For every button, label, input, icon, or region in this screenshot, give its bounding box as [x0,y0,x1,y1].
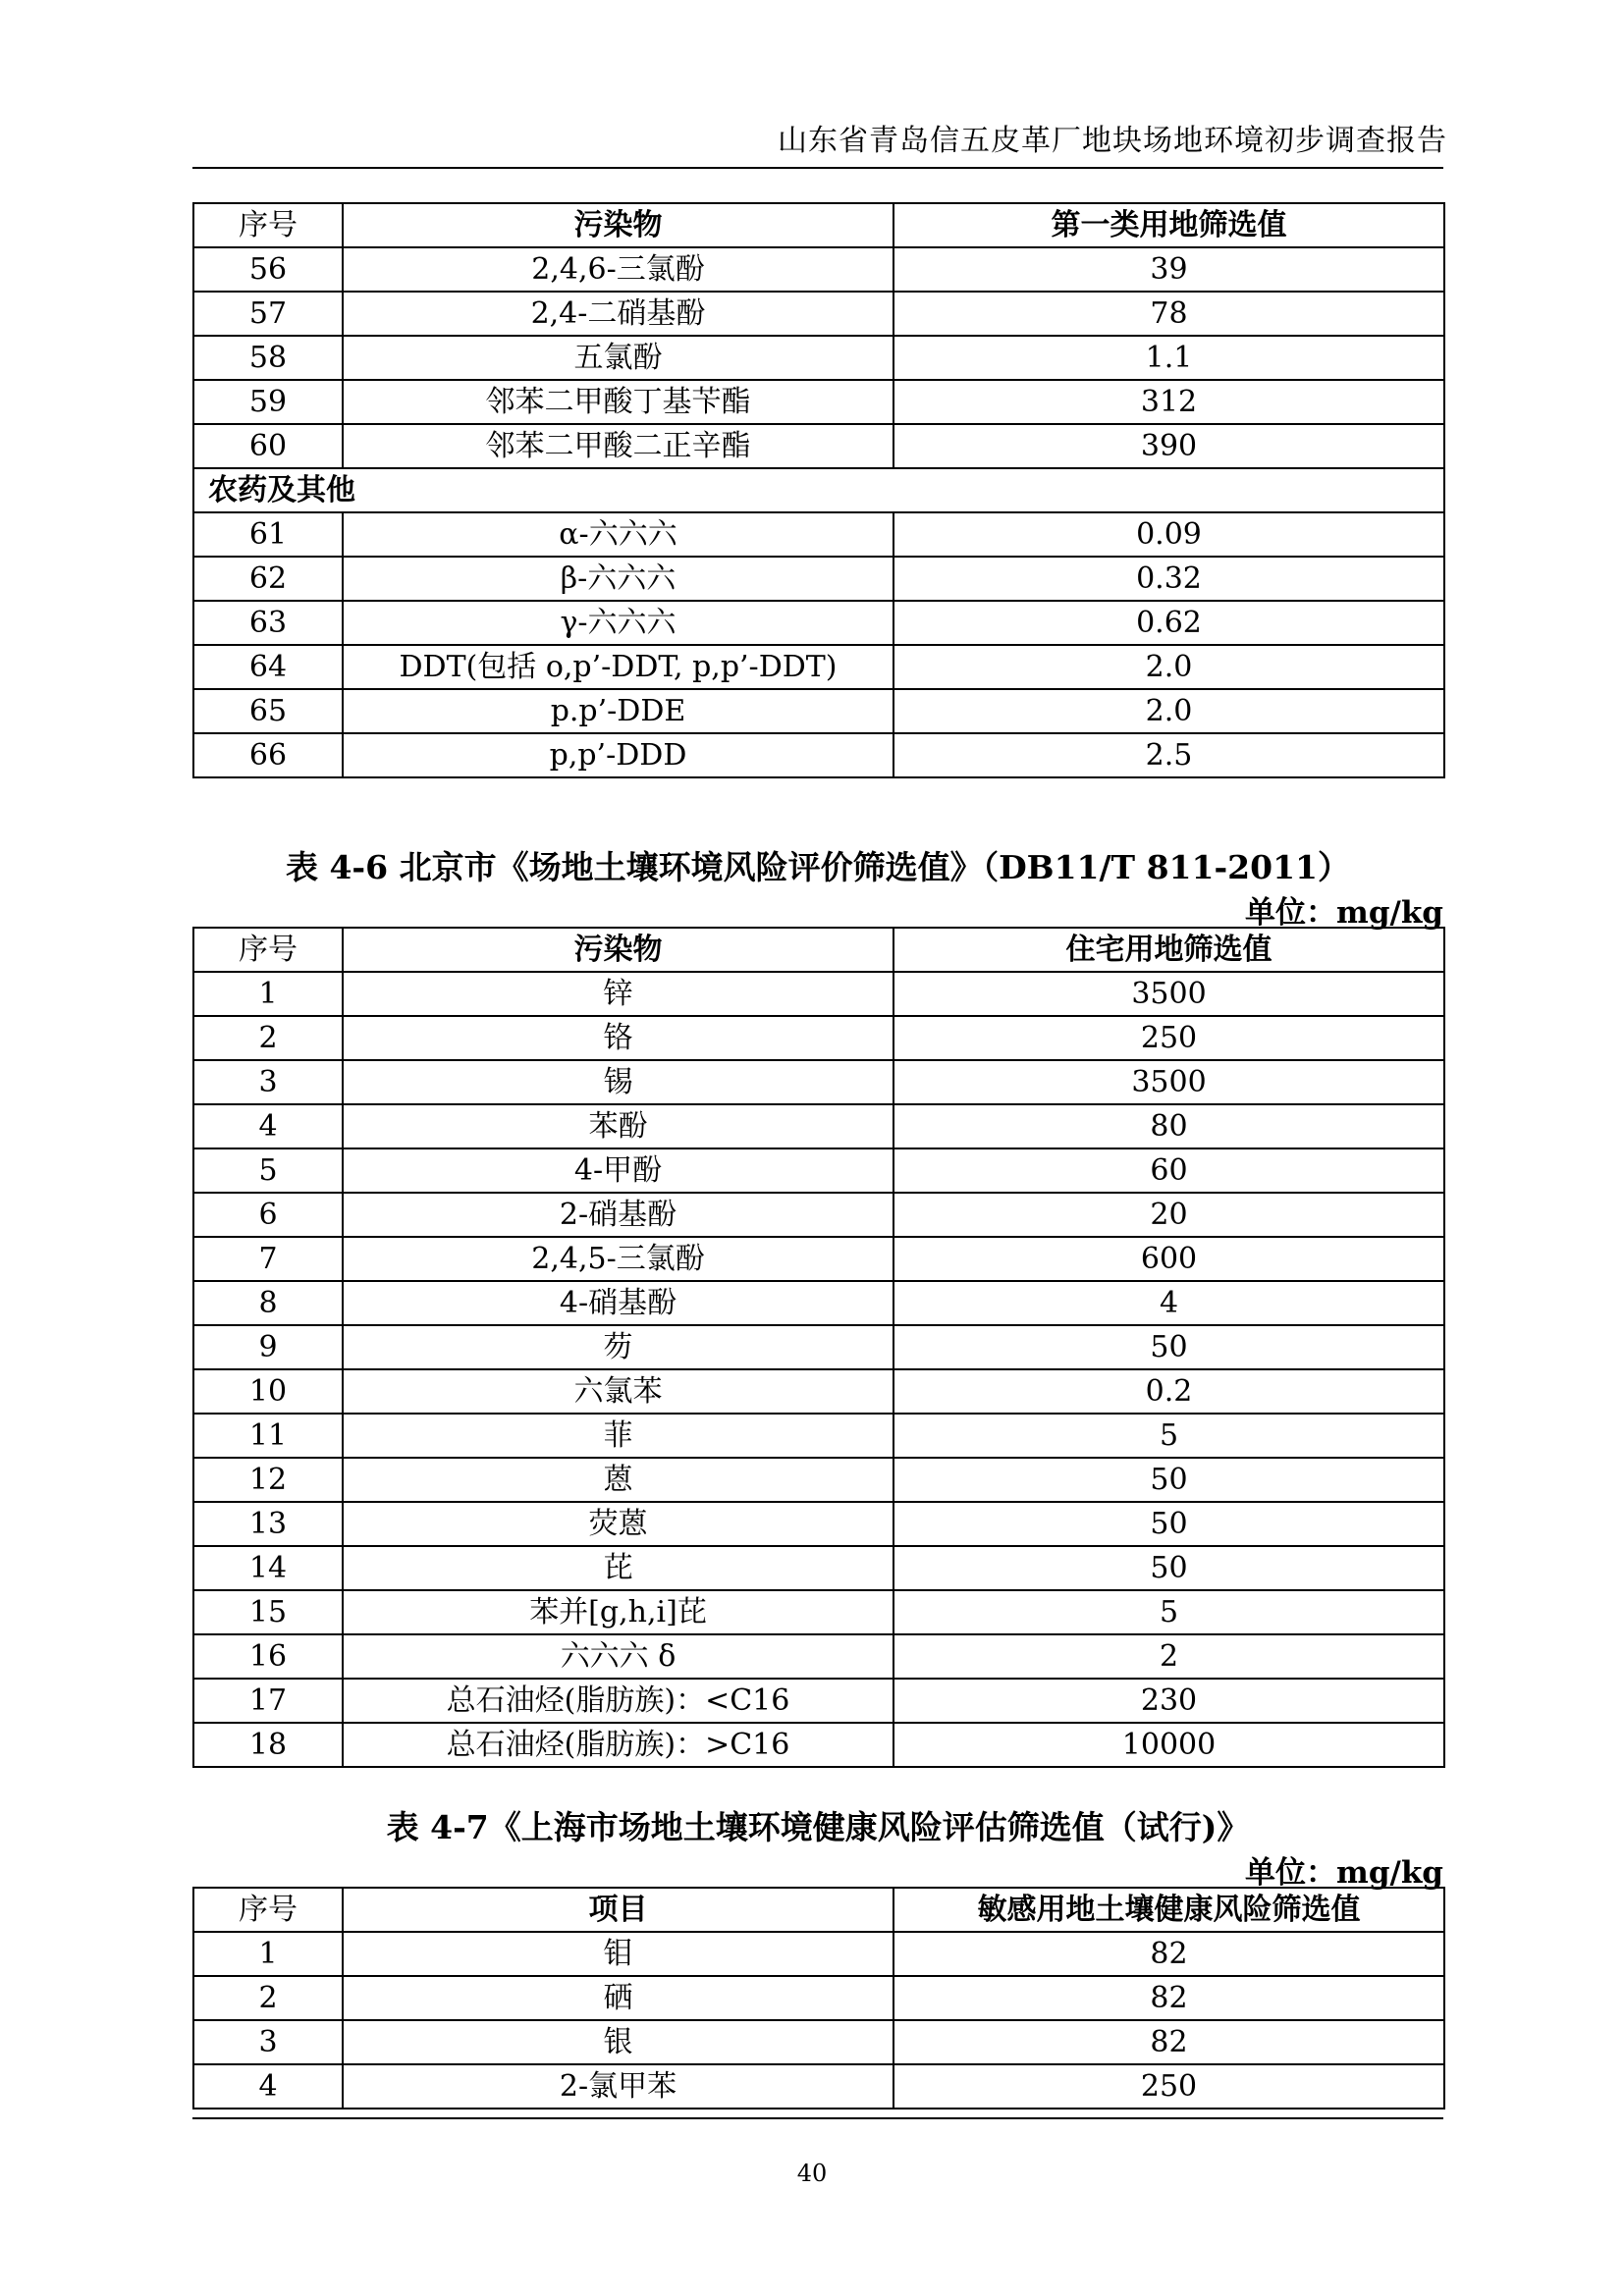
cell-pollutant: 苯酚 [343,1104,893,1148]
cell-pollutant: 2,4,5-三氯酚 [343,1237,893,1281]
cell-value: 39 [893,247,1444,292]
cell-value: 50 [893,1502,1444,1546]
cell-index: 11 [193,1414,343,1458]
cell-index: 58 [193,336,343,380]
table-row [193,972,1444,1016]
cell-pollutant: 总石油烃(脂肪族)：<C16 [343,1679,893,1723]
table-row [193,1546,1444,1590]
cell-pollutant: p.p’-DDE [343,689,893,733]
table-row [193,601,1444,645]
cell-pollutant: 总石油烃(脂肪族)：>C16 [343,1723,893,1767]
page-number: 40 [796,2160,828,2187]
table-row [193,1976,1444,2020]
cell-pollutant: 蒽 [343,1458,893,1502]
cell-index: 6 [193,1193,343,1237]
cell-pollutant: 钼 [343,1932,893,1976]
table-row [193,1502,1444,1546]
table2-unit: 单位：mg/kg [1245,895,1443,931]
cell-value: 5 [893,1590,1444,1634]
table-row [193,2064,1444,2109]
col-header-index: 序号 [193,928,343,972]
cell-index: 16 [193,1634,343,1679]
col-header-index: 序号 [193,203,343,247]
cell-pollutant: 菲 [343,1414,893,1458]
table-row [193,1325,1444,1369]
table-row [193,1237,1444,1281]
table-header-row [193,928,1444,972]
cell-index: 10 [193,1369,343,1414]
cell-index: 66 [193,733,343,777]
cell-index: 1 [193,1932,343,1976]
cell-value: 3500 [893,1060,1444,1104]
cell-index: 64 [193,645,343,689]
footer-rule [192,2117,1443,2119]
table2-caption: 表 4-6 北京市《场地土壤环境风险评价筛选值》（DB11/T 811-2011） [285,848,1351,886]
table-row [193,1104,1444,1148]
col-header-value: 住宅用地筛选值 [893,928,1444,972]
cell-pollutant: 荧蒽 [343,1502,893,1546]
cell-value: 50 [893,1458,1444,1502]
cell-value: 82 [893,1976,1444,2020]
cell-pollutant: 六氯苯 [343,1369,893,1414]
cell-pollutant: 芴 [343,1325,893,1369]
col-header-value: 第一类用地筛选值 [893,203,1444,247]
col-header-value: 敏感用地土壤健康风险筛选值 [893,1888,1444,1932]
table-row [193,292,1444,336]
table3-unit: 单位：mg/kg [1245,1855,1443,1891]
table-row [193,1369,1444,1414]
header-title: 山东省青岛信五皮革厂地块场地环境初步调查报告 [778,124,1447,158]
table-row [193,645,1444,689]
cell-index: 13 [193,1502,343,1546]
cell-value: 50 [893,1546,1444,1590]
cell-index: 2 [193,1016,343,1060]
cell-pollutant: 4-硝基酚 [343,1281,893,1325]
table-row [193,1932,1444,1976]
cell-pollutant: 邻苯二甲酸二正辛酯 [343,424,893,468]
cell-value: 2.0 [893,689,1444,733]
table-row [193,424,1444,468]
cell-index: 61 [193,512,343,557]
cell-pollutant: 锌 [343,972,893,1016]
cell-index: 56 [193,247,343,292]
cell-value: 0.62 [893,601,1444,645]
cell-value: 80 [893,1104,1444,1148]
cell-index: 62 [193,557,343,601]
cell-value: 230 [893,1679,1444,1723]
cell-pollutant: 2-氯甲苯 [343,2064,893,2109]
table-row [193,1148,1444,1193]
cell-value: 3500 [893,972,1444,1016]
header-rule [192,167,1443,169]
cell-value: 10000 [893,1723,1444,1767]
category-label: 农药及其他 [193,468,1444,512]
cell-pollutant: 邻苯二甲酸丁基苄酯 [343,380,893,424]
col-header-pollutant: 污染物 [343,203,893,247]
table-row [193,1679,1444,1723]
cell-pollutant: 硒 [343,1976,893,2020]
cell-pollutant: 4-甲酚 [343,1148,893,1193]
table-row [193,1193,1444,1237]
cell-index: 63 [193,601,343,645]
cell-pollutant: 铬 [343,1016,893,1060]
cell-index: 2 [193,1976,343,2020]
category-row [193,468,1444,512]
cell-pollutant: 六六六 δ [343,1634,893,1679]
table-header-row [193,1888,1444,1932]
cell-value: 2.5 [893,733,1444,777]
table-shanghai-screening [192,1887,1445,2109]
table-row [193,512,1444,557]
cell-value: 5 [893,1414,1444,1458]
col-header-item: 项目 [343,1888,893,1932]
cell-pollutant: β-六六六 [343,557,893,601]
cell-value: 20 [893,1193,1444,1237]
cell-index: 1 [193,972,343,1016]
cell-value: 312 [893,380,1444,424]
cell-pollutant: p,p’-DDD [343,733,893,777]
cell-value: 0.2 [893,1369,1444,1414]
cell-pollutant: 2,4-二硝基酚 [343,292,893,336]
cell-index: 18 [193,1723,343,1767]
table-row [193,1634,1444,1679]
col-header-pollutant: 污染物 [343,928,893,972]
cell-index: 12 [193,1458,343,1502]
table-row [193,380,1444,424]
table-row [193,557,1444,601]
table-beijing-screening [192,927,1445,1768]
cell-pollutant: 芘 [343,1546,893,1590]
cell-index: 14 [193,1546,343,1590]
cell-value: 82 [893,2020,1444,2064]
cell-index: 59 [193,380,343,424]
cell-value: 600 [893,1237,1444,1281]
cell-value: 4 [893,1281,1444,1325]
cell-pollutant: 2-硝基酚 [343,1193,893,1237]
cell-pollutant: 锡 [343,1060,893,1104]
table-row [193,1723,1444,1767]
cell-value: 250 [893,1016,1444,1060]
cell-index: 4 [193,1104,343,1148]
table-row [193,733,1444,777]
cell-value: 1.1 [893,336,1444,380]
cell-index: 5 [193,1148,343,1193]
table-row [193,247,1444,292]
cell-value: 250 [893,2064,1444,2109]
cell-value: 0.09 [893,512,1444,557]
cell-value: 50 [893,1325,1444,1369]
table-first-class-screening [192,202,1445,778]
table-row [193,1414,1444,1458]
cell-index: 57 [193,292,343,336]
cell-pollutant: DDT(包括 o,p’-DDT, p,p’-DDT) [343,645,893,689]
cell-value: 60 [893,1148,1444,1193]
table3-caption: 表 4-7《上海市场地土壤环境健康风险评估筛选值（试行)》 [386,1808,1250,1846]
cell-pollutant: 银 [343,2020,893,2064]
cell-index: 4 [193,2064,343,2109]
cell-pollutant: γ-六六六 [343,601,893,645]
table-row [193,1060,1444,1104]
cell-value: 2 [893,1634,1444,1679]
table-row [193,689,1444,733]
table-row [193,336,1444,380]
cell-index: 15 [193,1590,343,1634]
cell-index: 3 [193,2020,343,2064]
cell-value: 78 [893,292,1444,336]
cell-index: 60 [193,424,343,468]
cell-index: 3 [193,1060,343,1104]
cell-pollutant: 五氯酚 [343,336,893,380]
cell-value: 390 [893,424,1444,468]
col-header-index: 序号 [193,1888,343,1932]
cell-pollutant: 苯并[g,h,i]芘 [343,1590,893,1634]
table-row [193,2020,1444,2064]
table-row [193,1281,1444,1325]
cell-value: 2.0 [893,645,1444,689]
cell-value: 82 [893,1932,1444,1976]
table-row [193,1458,1444,1502]
cell-value: 0.32 [893,557,1444,601]
cell-pollutant: α-六六六 [343,512,893,557]
table-header-row [193,203,1444,247]
table-row [193,1590,1444,1634]
cell-pollutant: 2,4,6-三氯酚 [343,247,893,292]
cell-index: 9 [193,1325,343,1369]
cell-index: 65 [193,689,343,733]
cell-index: 8 [193,1281,343,1325]
table-row [193,1016,1444,1060]
cell-index: 17 [193,1679,343,1723]
cell-index: 7 [193,1237,343,1281]
